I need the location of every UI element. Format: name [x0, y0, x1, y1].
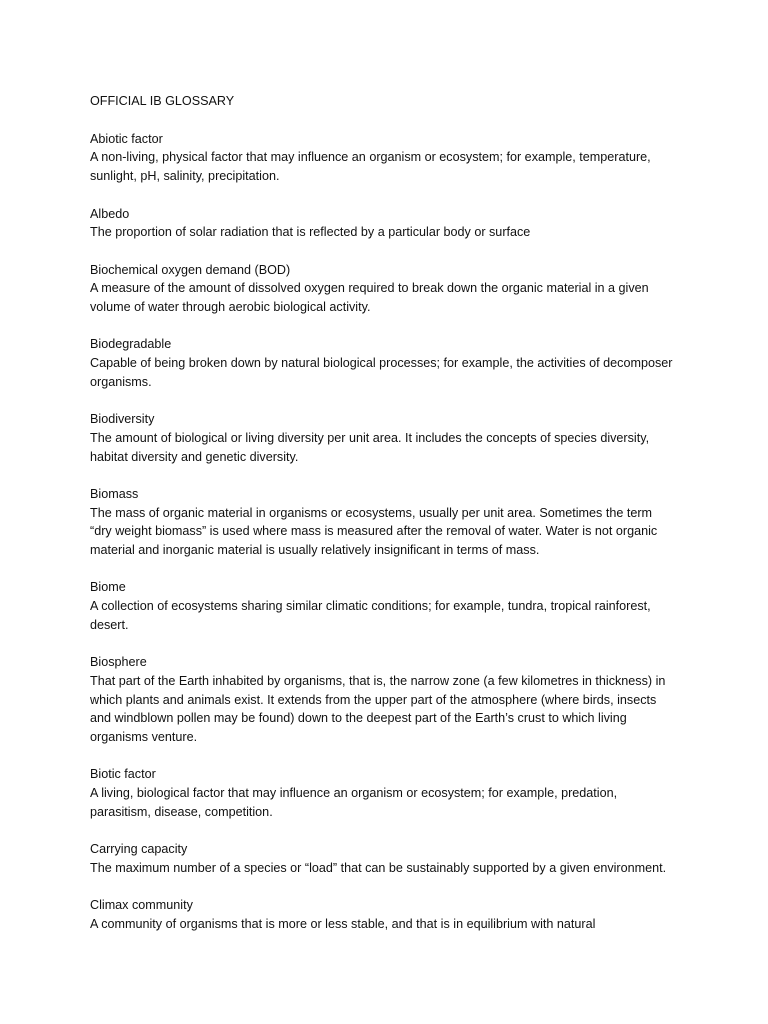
- glossary-definition-line: parasitism, disease, competition.: [90, 804, 273, 819]
- glossary-term: Biomass: [90, 486, 139, 501]
- glossary-entry: [90, 653, 690, 747]
- glossary-entry: [90, 410, 690, 466]
- glossary-term: Climax community: [90, 898, 193, 913]
- glossary-entry: [90, 765, 690, 821]
- glossary-definition-line: sunlight, pH, salinity, precipitation.: [90, 169, 280, 184]
- glossary-definition-line: A living, biological factor that may influence an organism or ecosystem; for example, predation,: [90, 786, 618, 801]
- glossary-definition-line: The mass of organic material in organisms or ecosystems, usually per unit area. Sometimes the term: [90, 505, 653, 520]
- glossary-term: Biosphere: [90, 655, 147, 670]
- glossary-entry: [90, 896, 690, 933]
- glossary-definition-line: Capable of being broken down by natural biological processes; for example, the activities of decomposer: [90, 356, 673, 371]
- glossary-entry: [90, 205, 690, 242]
- glossary-definition-line: habitat diversity and genetic diversity.: [90, 449, 299, 464]
- glossary-definition-line: “dry weight biomass” is used where mass is measured after the removal of water. Water is not organic: [90, 524, 658, 539]
- document-body: [90, 92, 690, 952]
- glossary-entry: [90, 335, 690, 391]
- glossary-definition-line: and windblown pollen may be found) down to the deepest part of the Earth’s crust to which living: [90, 711, 627, 726]
- glossary-definition-line: organisms.: [90, 374, 152, 389]
- glossary-definition-line: desert.: [90, 617, 129, 632]
- glossary-term: Abiotic factor: [90, 131, 163, 146]
- glossary-definition-line: A non-living, physical factor that may influence an organism or ecosystem; for example, temperature,: [90, 150, 651, 165]
- page-title: OFFICIAL IB GLOSSARY: [90, 94, 235, 108]
- glossary-definition-line: volume of water through aerobic biological activity.: [90, 300, 371, 314]
- glossary-entry: [90, 130, 690, 186]
- glossary-term: Biotic factor: [90, 767, 156, 782]
- glossary-definition-line: The proportion of solar radiation that is reflected by a particular body or surface: [90, 225, 531, 240]
- glossary-definition-line: which plants and animals exist. It extends from the upper part of the atmosphere (where birds, insects: [90, 692, 657, 707]
- glossary-list: [90, 130, 690, 934]
- glossary-definition-line: A measure of the amount of dissolved oxygen required to break down the organic material in a given: [90, 281, 649, 296]
- glossary-term: Biome: [90, 580, 126, 595]
- glossary-definition-line: A collection of ecosystems sharing similar climatic conditions; for example, tundra, tropical rainforest,: [90, 599, 651, 614]
- glossary-entry: [90, 840, 690, 877]
- glossary-definition-line: A community of organisms that is more or less stable, and that is in equilibrium with natural: [90, 917, 596, 932]
- glossary-definition-line: The maximum number of a species or “load” that can be sustainably supported by a given environment.: [90, 860, 667, 875]
- glossary-term: Biodegradable: [90, 337, 172, 352]
- glossary-definition-line: organisms venture.: [90, 730, 198, 745]
- glossary-entry: [90, 485, 690, 560]
- glossary-term: Biodiversity: [90, 412, 155, 427]
- glossary-entry: [90, 261, 690, 317]
- glossary-entry: [90, 578, 690, 634]
- glossary-term: Carrying capacity: [90, 842, 188, 857]
- glossary-definition-line: That part of the Earth inhabited by organisms, that is, the narrow zone (a few kilometres in thickness) in: [90, 673, 666, 688]
- glossary-definition-line: material and inorganic material is usually relatively insignificant in terms of mass.: [90, 543, 540, 558]
- glossary-term: Albedo: [90, 206, 130, 221]
- glossary-term: Biochemical oxygen demand (BOD): [90, 262, 291, 277]
- glossary-definition-line: The amount of biological or living diversity per unit area. It includes the concepts of species diversity,: [90, 430, 650, 445]
